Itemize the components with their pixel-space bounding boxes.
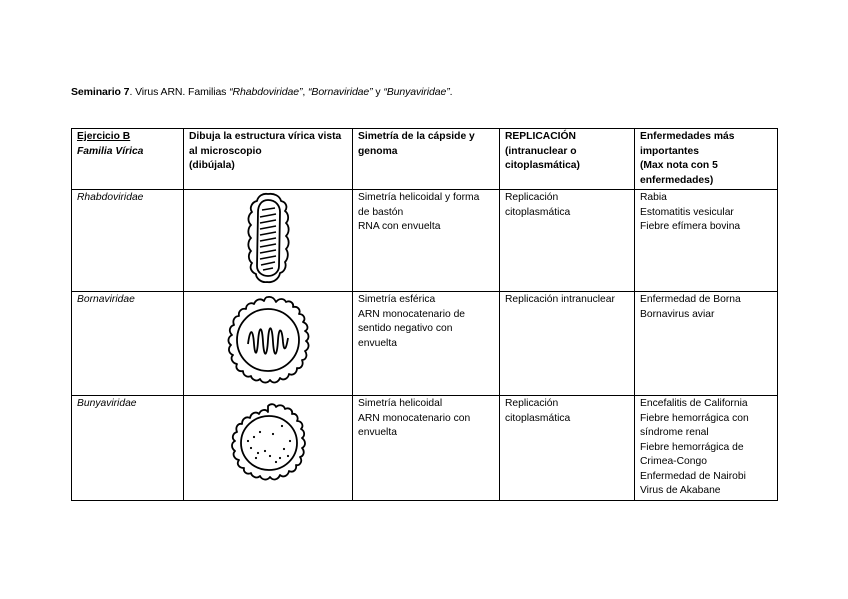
disease-item: Estomatitis vesicular bbox=[640, 206, 734, 218]
symmetry-line: Simetría esférica bbox=[358, 294, 436, 305]
header-row bbox=[72, 129, 778, 190]
header-replication-line-1: REPLICACIÓN bbox=[505, 131, 576, 142]
header-drawing-line-3: (dibújala) bbox=[189, 160, 235, 171]
drawing-cell bbox=[184, 292, 353, 396]
header-family-cell bbox=[72, 129, 184, 190]
family-cell bbox=[72, 190, 184, 292]
disease-item: Rabia bbox=[640, 192, 667, 203]
symmetry-line: RNA con envuelta bbox=[358, 221, 441, 232]
page-title bbox=[71, 86, 452, 98]
replication-line: Replicación bbox=[505, 398, 559, 409]
family-cell bbox=[72, 292, 184, 396]
replication-line: Replicación bbox=[505, 192, 559, 203]
rhabdovirus-drawing bbox=[238, 190, 298, 289]
disease-item: síndrome renal bbox=[640, 427, 709, 438]
header-diseases-line-2: importantes bbox=[640, 145, 699, 157]
disease-item: Crimea-Congo bbox=[640, 456, 707, 467]
header-drawing-line-1: Dibuja la estructura vírica vista bbox=[189, 131, 342, 142]
header-diseases-line-1: Enfermedades más bbox=[640, 131, 735, 142]
drawing-cell bbox=[184, 396, 353, 501]
title-family-2: “Bornaviridae” bbox=[308, 86, 373, 98]
symmetry-line: envuelta bbox=[358, 337, 397, 349]
family-cell bbox=[72, 396, 184, 501]
replication-line: citoplasmática bbox=[505, 412, 571, 424]
title-end: . bbox=[449, 86, 453, 98]
table-row bbox=[72, 396, 778, 501]
rhabdovirus-envelope bbox=[257, 200, 280, 276]
family-name: Bunyaviridae bbox=[77, 398, 137, 409]
symmetry-cell bbox=[353, 292, 500, 396]
symmetry-line: Simetría helicoidal y forma bbox=[358, 192, 480, 203]
title-text: . Virus ARN. Familias bbox=[129, 86, 230, 98]
replication-cell bbox=[500, 292, 635, 396]
family-name: Bornaviridae bbox=[77, 294, 135, 305]
diseases-cell bbox=[635, 190, 778, 292]
bunyavirus-particles bbox=[247, 425, 291, 463]
table-row bbox=[72, 190, 778, 292]
disease-item: Fiebre hemorrágica de bbox=[640, 441, 744, 453]
disease-item: Fiebre efímera bovina bbox=[640, 221, 741, 232]
header-diseases-cell bbox=[635, 129, 778, 190]
header-replication-line-3: citoplasmática) bbox=[505, 160, 580, 171]
disease-item: Enfermedad de Borna bbox=[640, 294, 741, 305]
title-family-1: “Rhabdoviridae” bbox=[229, 86, 303, 98]
symmetry-cell bbox=[353, 190, 500, 292]
disease-item: Fiebre hemorrágica con bbox=[640, 412, 749, 424]
title-family-3: “Bunyaviridae” bbox=[383, 86, 450, 98]
disease-item: Encefalitis de California bbox=[640, 398, 748, 409]
bornavirus-genome bbox=[248, 328, 288, 354]
header-exercise-label: Ejercicio B bbox=[77, 131, 131, 142]
header-diseases-line-3: (Max nota con 5 bbox=[640, 160, 718, 171]
title-sep-2: y bbox=[372, 86, 384, 98]
header-symmetry-line-1: Simetría de la cápside y bbox=[358, 131, 475, 142]
header-drawing-cell bbox=[184, 129, 353, 190]
title-sep-1: , bbox=[302, 86, 309, 98]
symmetry-line: ARN monocatenario de bbox=[358, 308, 466, 320]
diseases-cell bbox=[635, 292, 778, 396]
symmetry-line: sentido negativo con bbox=[358, 323, 453, 334]
exercise-table bbox=[71, 128, 778, 501]
symmetry-line: ARN monocatenario con bbox=[358, 412, 471, 424]
symmetry-line: de bastón bbox=[358, 206, 404, 218]
family-name: Rhabdoviridae bbox=[77, 192, 144, 203]
replication-cell bbox=[500, 190, 635, 292]
diseases-cell bbox=[635, 396, 778, 501]
header-replication-cell bbox=[500, 129, 635, 190]
bunyavirus-drawing bbox=[218, 396, 318, 496]
symmetry-line: Simetría helicoidal bbox=[358, 398, 443, 409]
drawing-cell bbox=[184, 190, 353, 292]
header-symmetry-line-2: genoma bbox=[358, 145, 398, 157]
table-row bbox=[72, 292, 778, 396]
disease-item: Enfermedad de Nairobi bbox=[640, 470, 746, 482]
replication-line: Replicación intranuclear bbox=[505, 294, 615, 305]
rhabdovirus-helix bbox=[260, 208, 276, 270]
header-drawing-line-2: al microscopio bbox=[189, 145, 262, 157]
header-replication-line-2: (intranuclear o bbox=[505, 145, 577, 157]
replication-cell bbox=[500, 396, 635, 501]
disease-item: Bornavirus aviar bbox=[640, 308, 715, 320]
header-symmetry-cell bbox=[353, 129, 500, 190]
header-diseases-line-4: enfermedades) bbox=[640, 174, 714, 186]
bornavirus-drawing bbox=[218, 292, 318, 392]
symmetry-cell bbox=[353, 396, 500, 501]
header-family-label: Familia Vírica bbox=[77, 145, 144, 157]
bunyavirus-envelope bbox=[241, 416, 297, 470]
replication-line: citoplasmática bbox=[505, 206, 571, 218]
symmetry-line: envuelta bbox=[358, 427, 397, 438]
disease-item: Virus de Akabane bbox=[640, 485, 721, 496]
title-seminar: Seminario 7 bbox=[71, 86, 130, 98]
